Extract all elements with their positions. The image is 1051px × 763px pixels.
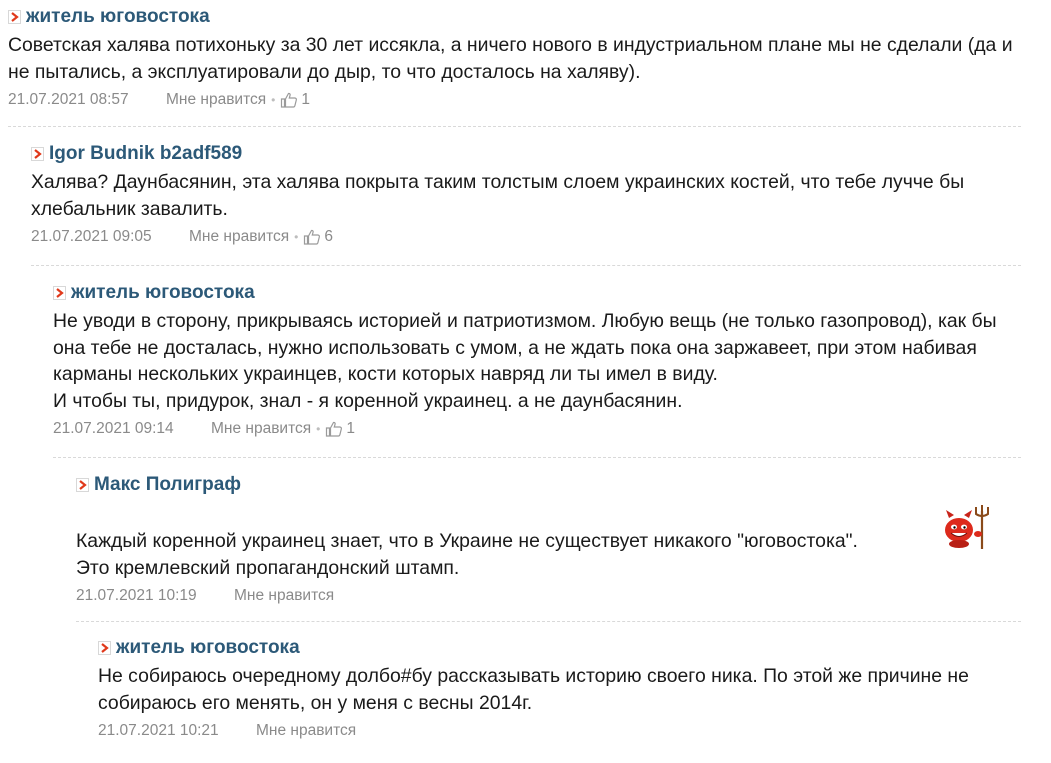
comment-meta xyxy=(53,419,1021,439)
comment-date: 21.07.2021 08:57 xyxy=(8,91,129,108)
comment-meta xyxy=(76,586,1021,606)
comment-date: 21.07.2021 09:14 xyxy=(53,420,174,437)
separator-dot: • xyxy=(294,230,299,244)
comment-text: Не уводи в сторону, прикрываясь историей и патриотизмом. Любую вещь (не только газопровод), как бы она тебе не досталась, нужно использовать с умом, а не ждать пока она заржавеет, при этом набивая карманы нескольких украинцев, кости которых навряд ли ты имел в виду. И чтобы ты, придурок, знал - я коренной украинец. а не даунбасянин. xyxy=(53,310,997,412)
comment-author[interactable]: житель юговостока xyxy=(71,282,255,303)
separator-dot: • xyxy=(271,93,276,107)
like-count: 1 xyxy=(301,91,310,108)
reply-arrow-icon[interactable] xyxy=(53,286,66,300)
comment-header xyxy=(53,280,1021,306)
comment-text: Не собираюсь очередному долбо#бу рассказывать историю своего ника. По этой же причине не собираюсь его менять, он у меня с весны 2014г. xyxy=(98,665,969,714)
reply-arrow-icon[interactable] xyxy=(8,10,21,24)
comment xyxy=(8,4,1021,110)
devil-emoji-icon xyxy=(938,503,992,556)
like-button[interactable]: Мне нравится xyxy=(256,722,357,739)
comment xyxy=(31,141,1021,247)
comment-divider xyxy=(76,621,1021,622)
comment-date: 21.07.2021 09:05 xyxy=(31,228,152,245)
comment xyxy=(53,280,1021,439)
like-button[interactable]: Мне нравится xyxy=(189,228,290,245)
comment-text: Советская халява потихоньку за 30 лет иссякла, а ничего нового в индустриальном плане мы не сделали (да и не пытались, а эксплуатировали до дыр, то что досталось на халяву). xyxy=(8,34,1013,83)
like-button[interactable]: Мне нравится xyxy=(234,587,335,604)
thumbs-up-icon[interactable] xyxy=(303,228,321,246)
reply-arrow-icon[interactable] xyxy=(76,478,89,492)
comment-meta xyxy=(8,90,1021,110)
comment-author[interactable]: Макс Полиграф xyxy=(94,474,241,495)
comment-header xyxy=(8,4,1021,30)
comment-author[interactable]: житель юговостока xyxy=(116,637,300,658)
comment-text: Каждый коренной украинец знает, что в Украине не существует никакого "юговостока". Это кремлевский пропагандонский штамп. xyxy=(76,530,858,579)
like-button[interactable]: Мне нравится xyxy=(166,91,267,108)
like-count: 6 xyxy=(324,228,333,245)
comment-author[interactable]: житель юговостока xyxy=(26,6,210,27)
thumbs-up-icon[interactable] xyxy=(325,420,343,438)
reply-arrow-icon[interactable] xyxy=(98,641,111,655)
comment-divider xyxy=(8,126,1021,127)
comment xyxy=(76,472,1021,606)
comment-divider xyxy=(53,457,1021,458)
thumbs-up-icon[interactable] xyxy=(280,91,298,109)
comment xyxy=(98,635,1021,741)
comment-meta xyxy=(98,721,1021,741)
comment-date: 21.07.2021 10:19 xyxy=(76,587,197,604)
comment-date: 21.07.2021 10:21 xyxy=(98,722,219,739)
comment-author[interactable]: Igor Budnik b2adf589 xyxy=(49,143,243,164)
comment-text: Халява? Даунбасянин, эта халява покрыта таким толстым слоем украинских костей, что тебе лучче бы хлебальник завалить. xyxy=(31,171,965,220)
reply-arrow-icon[interactable] xyxy=(31,147,44,161)
comment-header xyxy=(31,141,1021,167)
like-count: 1 xyxy=(346,420,355,437)
comment-header xyxy=(98,635,1021,661)
comment-header xyxy=(76,472,1021,498)
like-button[interactable]: Мне нравится xyxy=(211,420,312,437)
separator-dot: • xyxy=(316,422,321,436)
comment-meta xyxy=(31,227,1021,247)
comment-divider xyxy=(31,265,1021,266)
